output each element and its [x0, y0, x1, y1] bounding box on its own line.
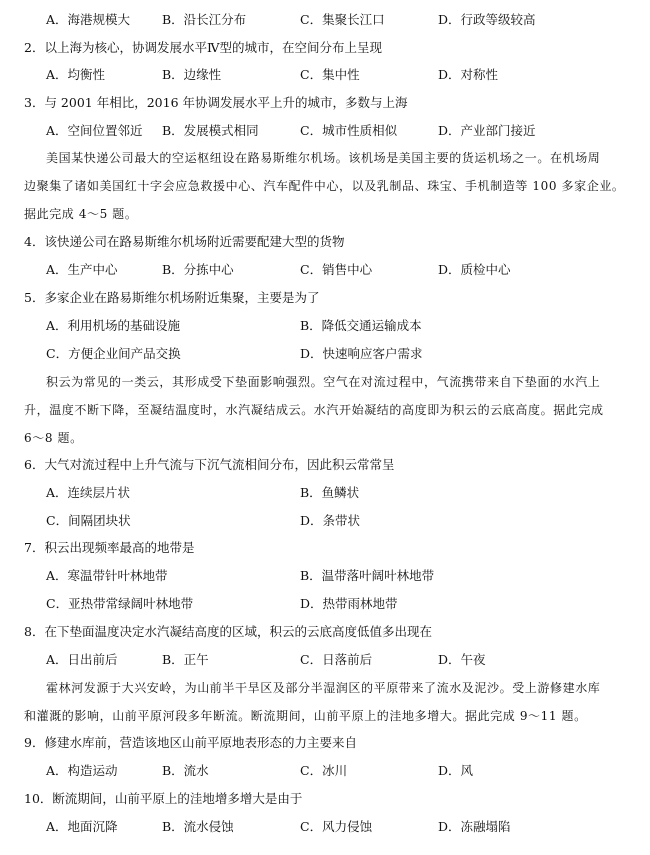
q5-stem: 5．多家企业在路易斯维尔机场附近集聚，主要是为了 [24, 290, 320, 305]
q2-option-d: D．对称性 [438, 67, 499, 82]
passage-2-line-3: 6～8 题。 [24, 431, 83, 445]
q7-option-a: A．寒温带针叶林地带 [46, 568, 168, 583]
q2-stem: 2．以上海为核心，协调发展水平Ⅳ型的城市，在空间分布上呈现 [24, 40, 382, 55]
q3-option-d: D．产业部门接近 [438, 123, 536, 138]
q6-option-c: C．间隔团块状 [46, 513, 131, 528]
q4-stem: 4．该快递公司在路易斯维尔机场附近需要配建大型的货物 [24, 234, 345, 249]
q9-option-c: C．冰川 [300, 763, 348, 778]
passage-1-line-2: 边聚集了诸如美国红十字会应急救援中心、汽车配件中心，以及乳制品、珠宝、手机制造等 100 多家企业。 [24, 179, 625, 193]
q9-option-a: A．构造运动 [46, 763, 118, 778]
q3-stem: 3．与 2001 年相比，2016 年协调发展水平上升的城市，多数与上海 [24, 95, 408, 110]
q5-option-d: D．快速响应客户需求 [300, 346, 423, 361]
q1-option-c: C．集聚长江口 [300, 12, 385, 27]
q10-option-a: A．地面沉降 [46, 819, 118, 834]
q7-option-d: D．热带雨林地带 [300, 596, 398, 611]
q5-option-b: B．降低交通运输成本 [300, 318, 422, 333]
q2-option-c: C．集中性 [300, 67, 360, 82]
q2-option-b: B．边缘性 [162, 67, 222, 82]
passage-2-line-2: 升，温度不断下降，至凝结温度时，水汽凝结成云。水汽开始凝结的高度即为积云的云底高度。据此完成 [24, 403, 604, 417]
q7-option-b: B．温带落叶阔叶林地带 [300, 568, 435, 583]
q8-option-a: A．日出前后 [46, 652, 118, 667]
passage-3-line-2: 和灌溉的影响，山前平原河段多年断流。断流期间，山前平原上的洼地多增大。据此完成 9～11 题。 [24, 709, 587, 723]
q3-option-b: B．发展模式相同 [162, 123, 259, 138]
q7-option-c: C．亚热带常绿阔叶林地带 [46, 596, 194, 611]
q6-option-d: D．条带状 [300, 513, 361, 528]
passage-1-line-3: 据此完成 4～5 题。 [24, 207, 138, 221]
q4-option-b: B．分拣中心 [162, 262, 234, 277]
q6-stem: 6．大气对流过程中上升气流与下沉气流相间分布，因此积云常常呈 [24, 457, 395, 472]
q3-option-a: A．空间位置邻近 [46, 123, 143, 138]
q10-option-b: B．流水侵蚀 [162, 819, 234, 834]
q1-option-d: D．行政等级较高 [438, 12, 536, 27]
q4-option-d: D．质检中心 [438, 262, 511, 277]
q9-option-d: D．风 [438, 763, 474, 778]
passage-1-line-1: 美国某快递公司最大的空运枢纽设在路易斯维尔机场。该机场是美国主要的货运机场之一。在机场周 [46, 151, 601, 165]
q6-option-b: B．鱼鳞状 [300, 485, 360, 500]
q2-option-a: A．均衡性 [46, 67, 106, 82]
q1-option-b: B．沿长江分布 [162, 12, 247, 27]
passage-2-line-1: 积云为常见的一类云，其形成受下垫面影响强烈。空气在对流过程中，气流携带来自下垫面的水汽上 [46, 375, 601, 389]
q5-option-c: C．方便企业间产品交换 [46, 346, 181, 361]
q8-option-d: D．午夜 [438, 652, 486, 667]
q1-option-a: A．海港规模大 [46, 12, 131, 27]
q10-stem: 10．断流期间，山前平原上的洼地增多增大是由于 [24, 791, 303, 806]
q8-option-c: C．日落前后 [300, 652, 373, 667]
q4-option-c: C．销售中心 [300, 262, 373, 277]
q3-option-c: C．城市性质相似 [300, 123, 398, 138]
q5-option-a: A．利用机场的基础设施 [46, 318, 181, 333]
passage-3-line-1: 霍林河发源于大兴安岭，为山前半干旱区及部分半湿润区的平原带来了流水及泥沙。受上游修建水库 [46, 681, 601, 695]
q4-option-a: A．生产中心 [46, 262, 118, 277]
q9-stem: 9．修建水库前，营造该地区山前平原地表形态的力主要来自 [24, 735, 357, 750]
q9-option-b: B．流水 [162, 763, 209, 778]
q7-stem: 7．积云出现频率最高的地带是 [24, 540, 195, 555]
q10-option-c: C．风力侵蚀 [300, 819, 373, 834]
q10-option-d: D．冻融塌陷 [438, 819, 511, 834]
q8-option-b: B．正午 [162, 652, 209, 667]
q6-option-a: A．连续层片状 [46, 485, 131, 500]
q8-stem: 8．在下垫面温度决定水汽凝结高度的区域，积云的云底高度低值多出现在 [24, 624, 432, 639]
